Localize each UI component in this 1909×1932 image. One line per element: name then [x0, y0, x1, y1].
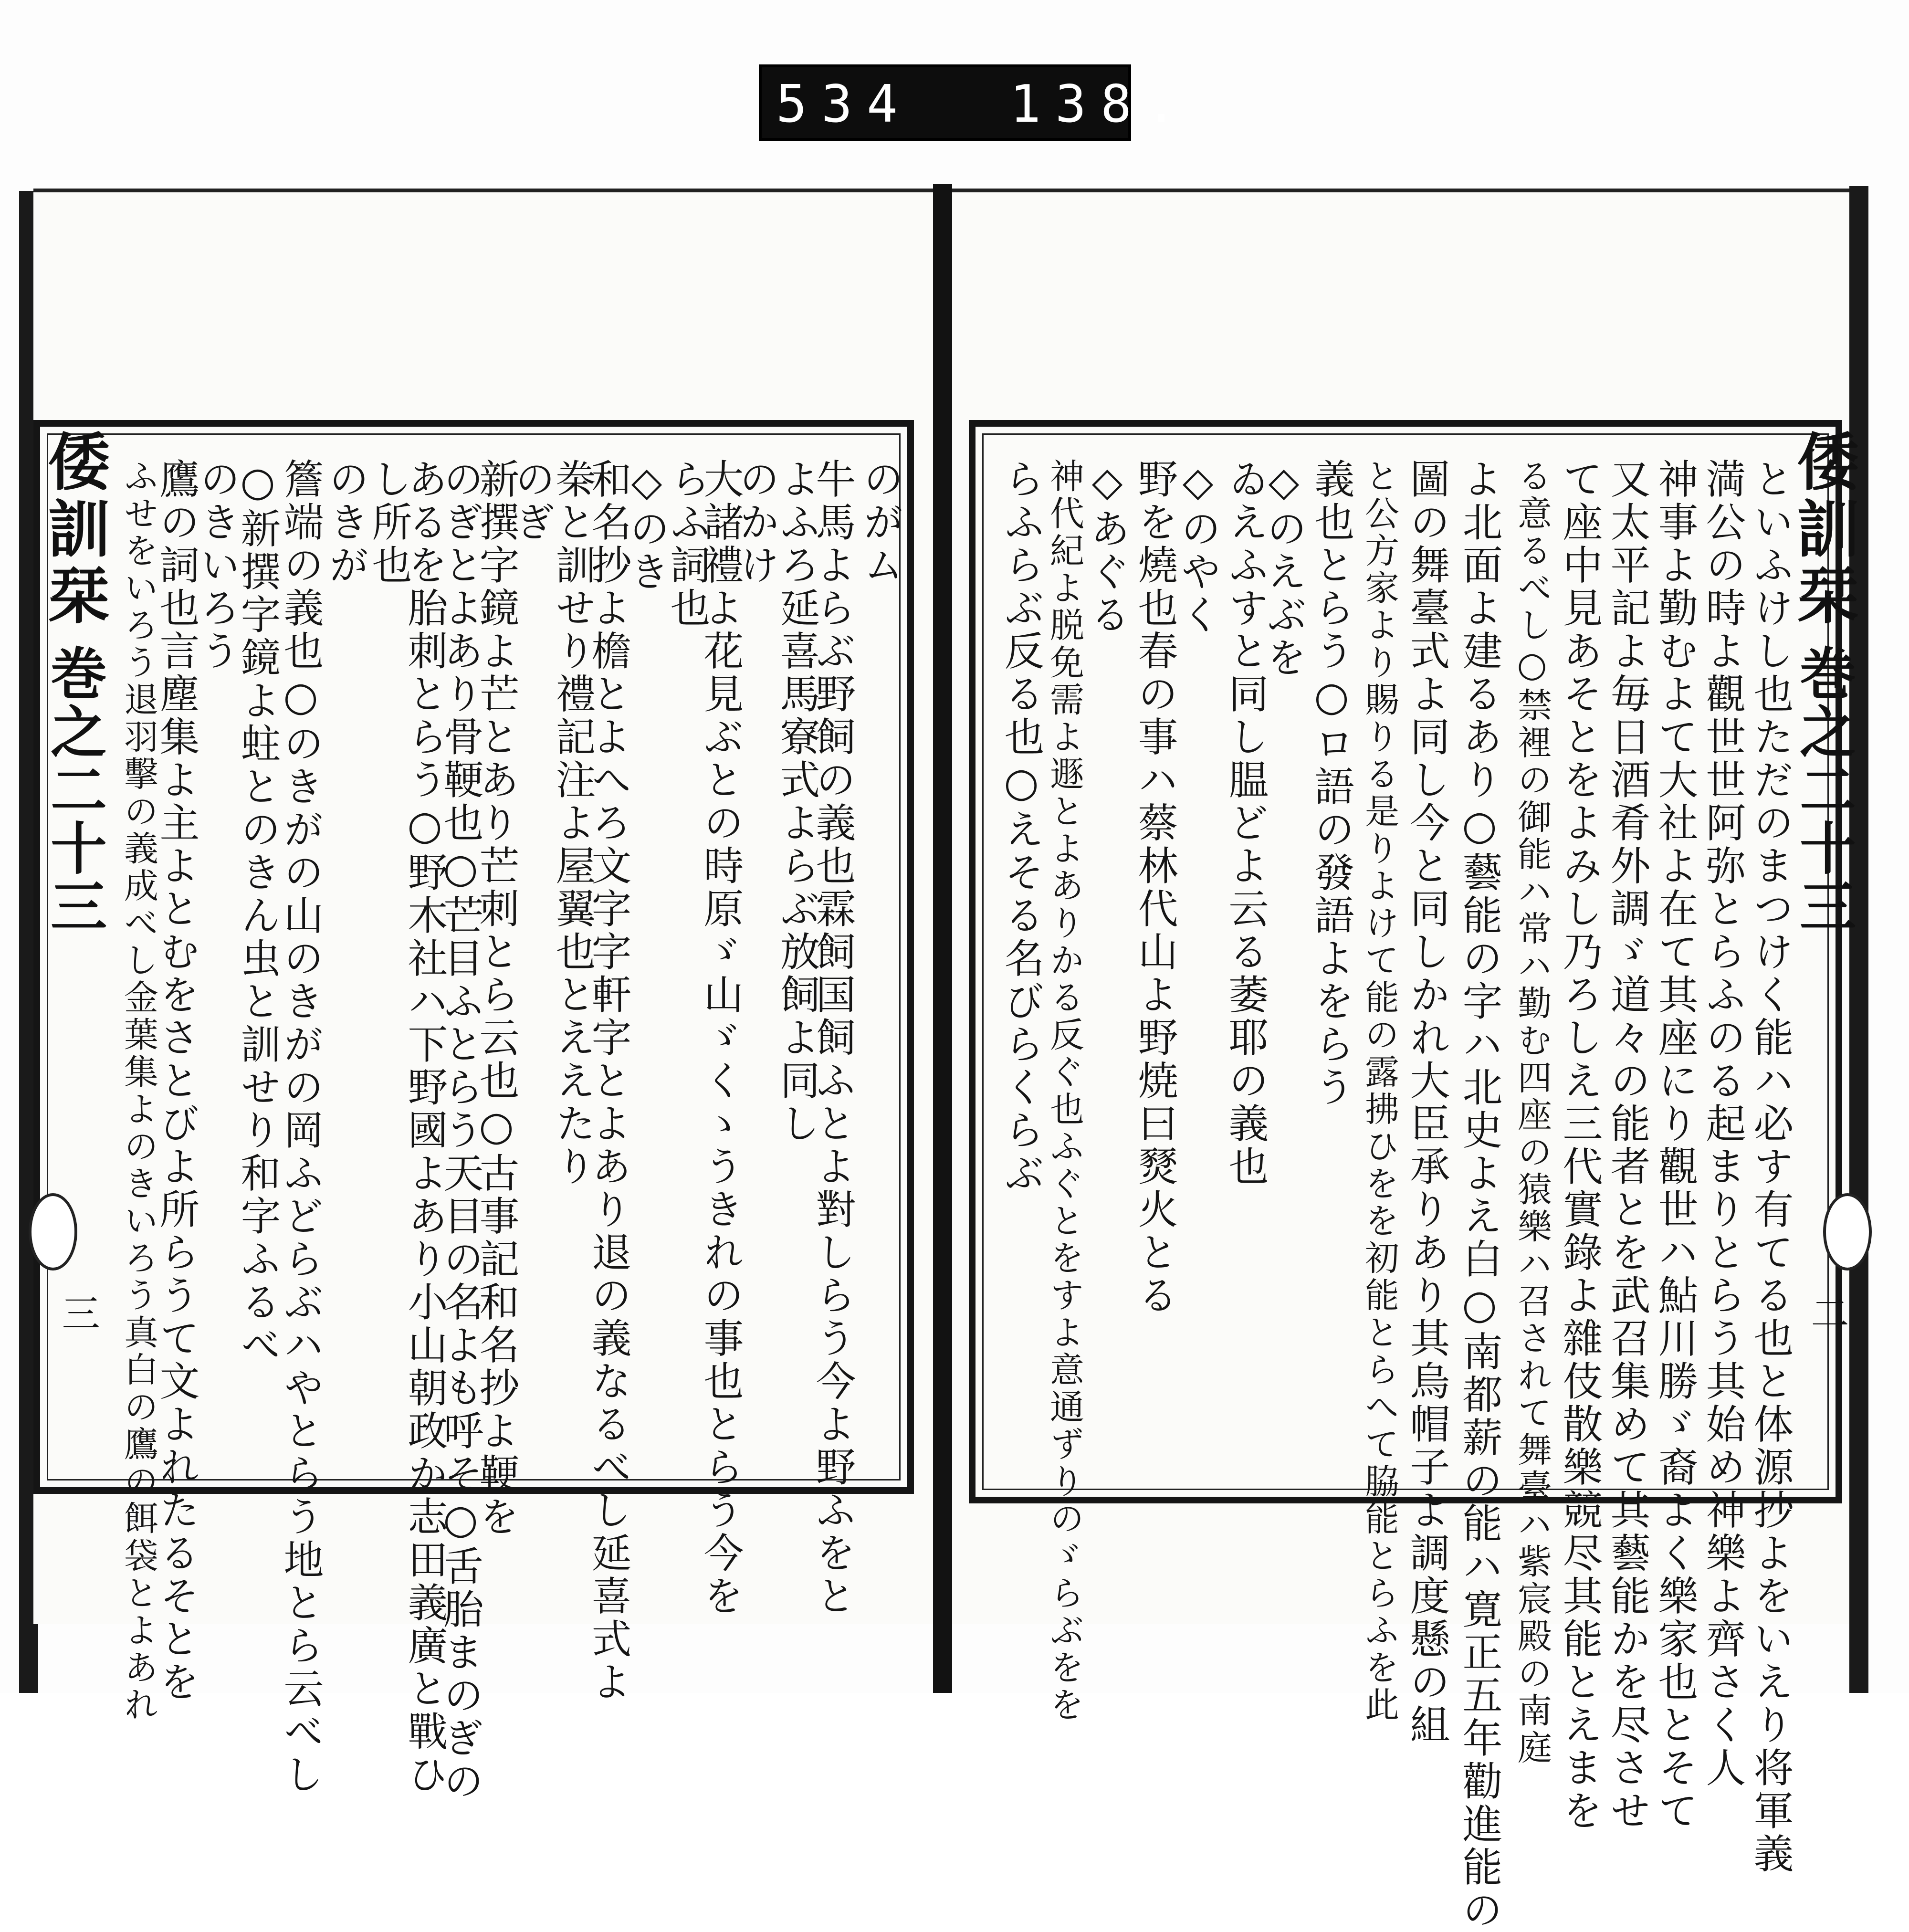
- right-col-16: 神代紀よ脱免需よ遯とよありかる反ぐ也ふぐとをすよ意通ずりのゞらぶをを: [1044, 458, 1084, 1724]
- right-col-1: といふけし也ただのまつけく能ハ必す有てる也と体源抄よをいえり将軍義: [1747, 458, 1794, 1876]
- right-col-15: ◇あぐる: [1084, 458, 1131, 637]
- right-col-6: る意るべし○禁裡の御能ハ常ハ勤む四座の猿樂ハ召されて舞臺ハ紫宸殿の南庭: [1512, 458, 1552, 1767]
- left-col-15: のきが: [323, 458, 369, 587]
- right-col-12: ゐえふすと同し腽どよ云る萎耶の義也: [1222, 458, 1269, 1188]
- right-col-7: よ北面よ建るあり○藝能の字ハ北史よえ白○南都薪の能ハ寛正五年勸進能の: [1456, 458, 1503, 1932]
- right-col-3: 神事よ勤むよて大社よ在て其座にり觀世ハ鮎川勝ゞ裔よく樂家也とそて: [1652, 458, 1699, 1833]
- right-running-volume: 巻之二十三: [1790, 644, 1857, 935]
- left-col-19: 鷹の詞也言塵集よ主よとむをさとびよ所らうて文よれたるそとを: [153, 458, 200, 1704]
- book-edge-right: [1849, 186, 1868, 1693]
- right-running-title: 倭訓栞: [1787, 430, 1860, 630]
- right-col-13: ◇のやく: [1175, 458, 1221, 637]
- right-col-5: て座中見あそとをよみし乃ろしえ三代實錄よ雜伎散樂競尽其能とえまを: [1556, 458, 1603, 1833]
- left-col-10: のぎ: [509, 458, 556, 544]
- right-col-17: らふらぶ反る也○えそる名びらくらぶ: [998, 458, 1045, 1195]
- left-col-9: 桊と訓せり禮記注よ屋翼也とええたり: [549, 458, 596, 1188]
- left-col-12: のぎとよあり骨鞕也○芒目ふとらう天目の名よも呼そ○舌胎まのぎの: [437, 458, 484, 1803]
- left-col-5: 大諸禮よ花見ぶとの時原ゞ山ゞくゝうきれの事也とらう今を: [697, 458, 744, 1618]
- right-col-10: 義也とらう○ロ語の發語よをらう: [1308, 458, 1355, 1109]
- left-binding-ring-icon: [29, 1193, 77, 1270]
- right-col-14: 野を燒也春の事ハ蔡林代山よ野焼曰燹火とる: [1132, 458, 1178, 1317]
- left-col-18: のきいろう: [194, 458, 241, 673]
- left-col-16: 簷端の義也○のきがの山のきがの岡ふどらぶハやとらう地とら云べし: [277, 458, 324, 1796]
- left-running-title: 倭訓栞: [38, 430, 111, 630]
- left-col-4: のかけ: [733, 458, 780, 587]
- right-binding-ring-icon: [1823, 1193, 1872, 1270]
- right-col-9: と公方家より賜りる是りよけて能の露拂ひをを初能とらへて脇能とらふを此: [1359, 458, 1399, 1724]
- left-col-8: 和名抄よ檐とよへろ文字字軒字とよあり退の義なるべし延喜式よ: [585, 458, 632, 1704]
- right-col-4: 又太平記よ毎日酒肴外調ゞ道々の能者とを武召集めて其藝能かを尽させ: [1604, 458, 1651, 1833]
- book-gutter: [933, 184, 952, 1693]
- right-col-11: ◇のえぶを: [1260, 458, 1307, 680]
- call-number-right: 138.: [1010, 74, 1192, 134]
- right-col-2: 満公の時よ觀世世阿弥とらふのる起まりとらう其始め神樂よ齊さく人: [1699, 458, 1746, 1790]
- left-col-7: ◇のき: [623, 458, 670, 594]
- left-col-20: ふせをいろう退羽擊の義成べし金葉集よのきいろう真白の鷹の餌袋とよあれ: [118, 458, 158, 1724]
- right-col-8: 圖の舞臺式よ同し今と同しかれ大臣承りあり其烏帽子よ調度懸の組: [1404, 458, 1450, 1747]
- left-col-14: し所也: [366, 458, 412, 587]
- left-col-2: 牛馬よらぶ野飼の義也霖飼国飼ふとよ對しらう今よ野ふをと: [809, 458, 856, 1618]
- left-col-6: らふ詞也: [664, 458, 711, 630]
- left-folio: 三: [55, 1293, 100, 1332]
- right-folio: 二: [1804, 1293, 1849, 1332]
- left-col-11: 新撰字鏡よ芒とあり芒刺とら云也○古事記和名抄よ鞕を: [473, 458, 520, 1539]
- left-running-volume: 巻之二十三: [41, 644, 107, 935]
- left-col-17: ○新撰字鏡よ蛀とのきん虫と訓せり和字ふるべ: [234, 458, 281, 1367]
- left-col-1: のがム: [857, 458, 904, 587]
- left-col-13: あるを胎刺とらう○野木社ハ下野國よあり小山朝政か志田義廣と戰ひ: [401, 458, 448, 1796]
- call-number-left: 534: [776, 74, 913, 134]
- call-number-label: [759, 64, 1192, 141]
- left-col-3: よふろ延喜馬寮式よらぶ放飼よ同し: [774, 458, 820, 1145]
